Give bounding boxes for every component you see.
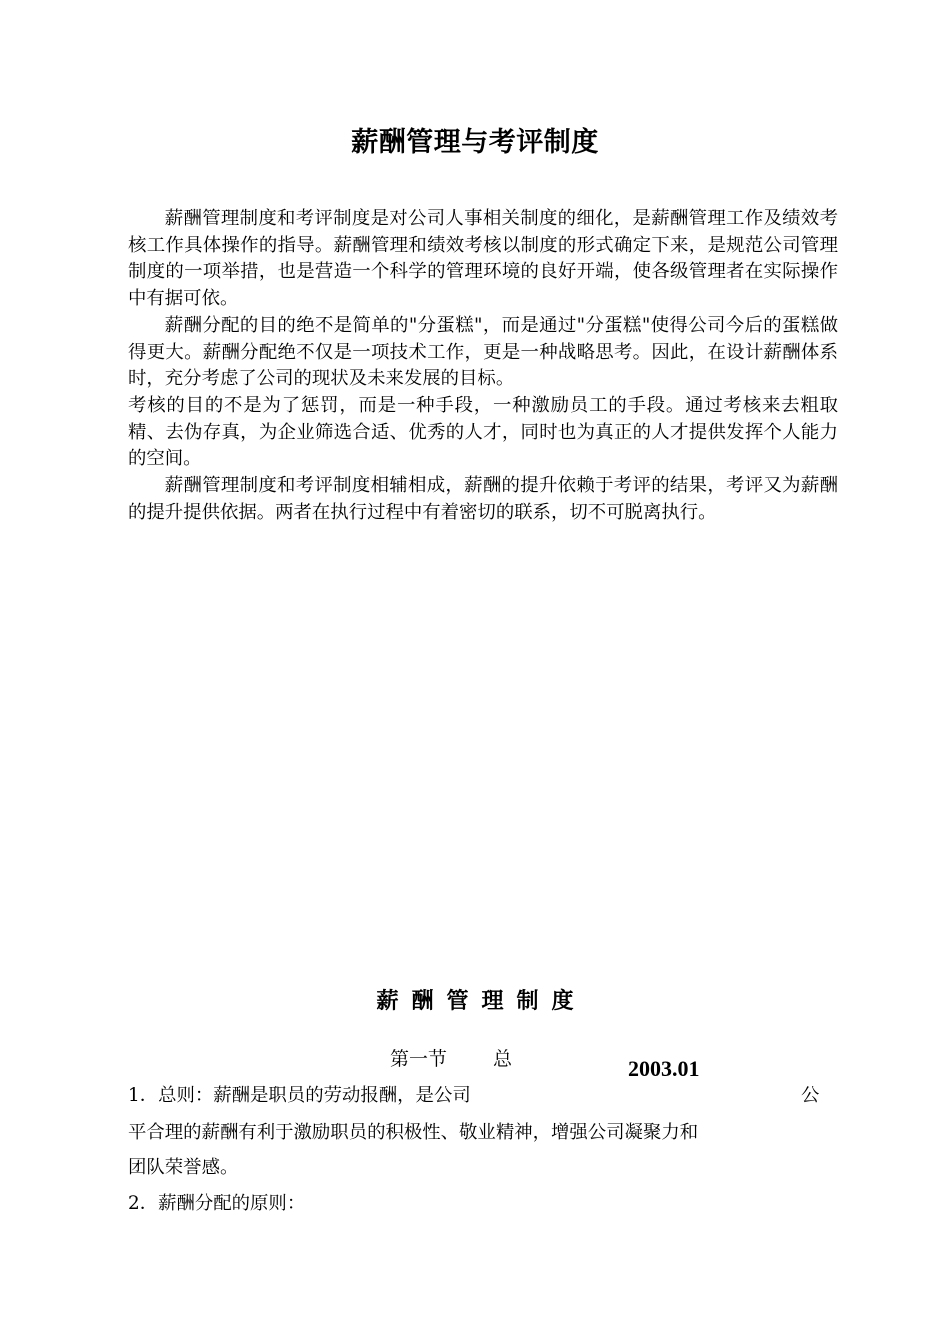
intro-paragraph-4: 薪酬管理制度和考评制度相辅相成，薪酬的提升依赖于考评的结果，考评又为薪酬的提升提供依据。两者在执行过程中有着密切的联系，切不可脱离执行。 xyxy=(128,475,838,523)
intro-section xyxy=(128,206,838,526)
chapter-name: 总 xyxy=(493,1048,513,1070)
document-date: 2003.01 xyxy=(628,1056,700,1081)
clause-1-line-1-tail: 公 xyxy=(801,1085,820,1106)
chapter-heading xyxy=(390,1044,512,1074)
clause-1-line-1: 1．总则：薪酬是职员的劳动报酬，是公司 xyxy=(128,1085,471,1106)
clause-2-line-1: 2．薪酬分配的原则： xyxy=(128,1193,306,1214)
section-title: 薪酬管理制度 xyxy=(376,989,587,1014)
clause-1-line-3: 团队荣誉感。 xyxy=(128,1157,239,1178)
document-title: 薪酬管理与考评制度 xyxy=(351,127,599,158)
clause-1-line-2: 平合理的薪酬有利于激励职员的积极性、敬业精神，增强公司凝聚力和 xyxy=(128,1122,699,1143)
intro-paragraph-2: 薪酬分配的目的绝不是简单的"分蛋糕"，而是通过"分蛋糕"使得公司今后的蛋糕做得更大。薪酬分配绝不仅是一项技术工作，更是一种战略思考。因此，在设计薪酬体系时，充分考虑了公司的现状及未来发展的目标。 xyxy=(128,314,838,390)
chapter-label: 第一节 xyxy=(390,1048,448,1070)
intro-paragraph-1: 薪酬管理制度和考评制度是对公司人事相关制度的细化，是薪酬管理工作及绩效考核工作具体操作的指导。薪酬管理和绩效考核以制度的形式确定下来，是规范公司管理制度的一项举措，也是营造一个科学的管理环境的良好开端，使各级管理者在实际操作中有据可依。 xyxy=(128,208,838,310)
intro-paragraph-3: 考核的目的不是为了惩罚，而是一种手段，一种激励员工的手段。通过考核来去粗取精、去伪存真，为企业筛选合适、优秀的人才，同时也为真正的人才提供发挥个人能力的空间。 xyxy=(128,394,838,470)
